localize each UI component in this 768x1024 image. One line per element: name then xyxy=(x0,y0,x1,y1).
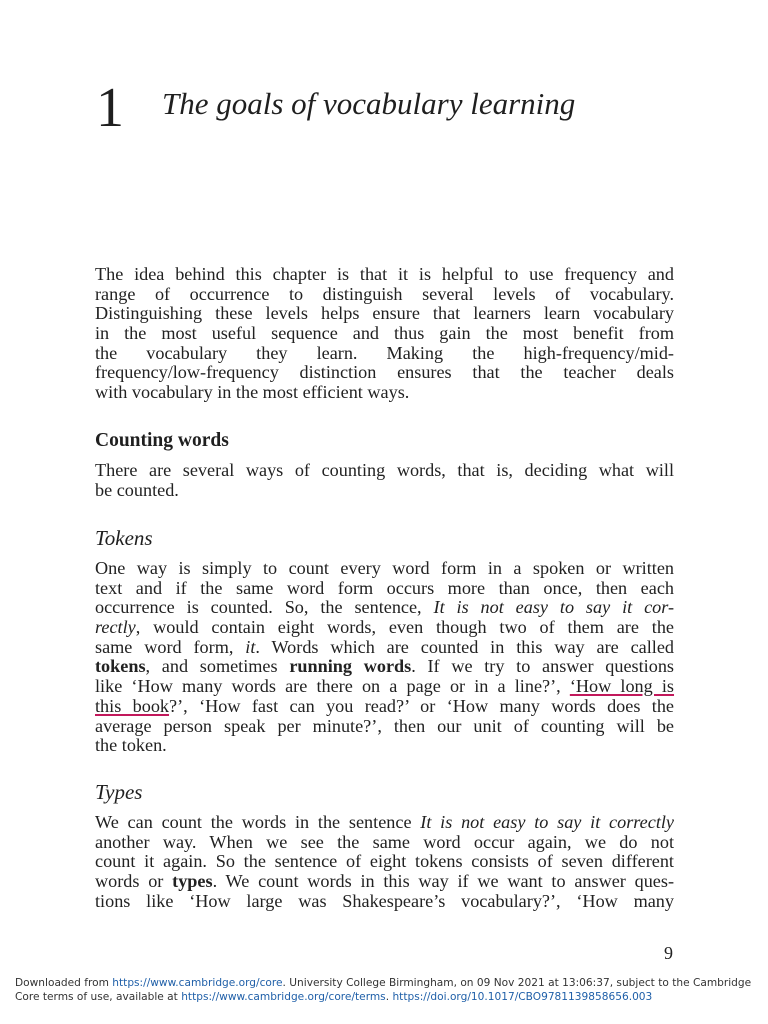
text-line: in the most useful sequence and thus gain the most benefit from xyxy=(95,323,674,344)
subsection-heading-types: Types xyxy=(95,780,143,804)
text-line: One way is simply to count every word form in a spoken or written xyxy=(95,558,674,578)
section-heading-counting-words: Counting words xyxy=(95,430,229,451)
footer-text: Downloaded from xyxy=(15,977,113,989)
footer-text: . University College Birmingham, on 09 Nov 2021 at 13:06:37, subject to the Cambridge xyxy=(282,977,752,989)
footer-line xyxy=(15,976,755,990)
text-line: There are several ways of counting words, that is, deciding what will xyxy=(95,460,674,480)
types-paragraph xyxy=(95,813,674,911)
terms-link[interactable]: https://www.cambridge.org/core/terms xyxy=(181,991,386,1003)
text-line: words or types. We count words in this way if we want to answer ques- xyxy=(95,871,675,892)
footer-line xyxy=(15,990,755,1004)
text-line: same word form, it. Words which are counted in this way are called xyxy=(95,636,674,657)
text-line: tokens, and sometimes running words. If we try to answer questions xyxy=(95,656,674,677)
text-line: The idea behind this chapter is that it is helpful to use frequency and xyxy=(95,264,674,284)
text-line: range of occurrence to distinguish several levels of vocabulary. xyxy=(95,283,674,304)
text-line: the token. xyxy=(95,735,167,756)
intro-paragraph xyxy=(95,265,674,403)
footer-text: Core terms of use, available at xyxy=(15,991,182,1003)
text-line: like ‘How many words are there on a page or in a line?’, ‘How long is xyxy=(95,676,675,697)
page-number: 9 xyxy=(664,943,673,963)
text-line: average person speak per minute?’, then our unit of counting will be xyxy=(95,715,674,736)
doi-link[interactable]: https://doi.org/10.1017/CBO9781139858656.003 xyxy=(392,991,653,1003)
text-line: count it again. So the sentence of eight tokens consists of seven different xyxy=(95,851,674,872)
text-line: text and if the same word form occurs more than once, then each xyxy=(95,577,674,598)
text-line: this book?’, ‘How fast can you read?’ or ‘How many words does the xyxy=(95,695,674,716)
cambridge-core-link[interactable]: https://www.cambridge.org/core xyxy=(112,977,283,989)
subsection-heading-tokens: Tokens xyxy=(95,526,153,550)
text-line: another way. When we see the same word occur again, we do not xyxy=(95,831,674,852)
text-line: Distinguishing these levels helps ensure that learners learn vocabulary xyxy=(95,303,674,324)
tokens-paragraph xyxy=(95,559,674,756)
download-footer xyxy=(15,976,755,1004)
counting-paragraph xyxy=(95,461,674,500)
text-line: tions like ‘How large was Shakespeare’s vocabulary?’, ‘How many xyxy=(95,890,674,911)
chapter-number: 1 xyxy=(96,77,124,139)
highlight-underline: this book xyxy=(95,695,170,716)
chapter-title: The goals of vocabulary learning xyxy=(162,86,576,121)
text-line: be counted. xyxy=(95,479,179,500)
text-line: We can count the words in the sentence It is not easy to say it correctly xyxy=(95,812,675,832)
text-line: occurrence is counted. So, the sentence, It is not easy to say it cor- xyxy=(95,597,675,618)
highlight-underline: ‘How long is xyxy=(569,676,675,697)
text-line: with vocabulary in the most efficient ways. xyxy=(95,382,410,403)
text-line: the vocabulary they learn. Making the high-frequency/mid- xyxy=(95,342,674,363)
text-line: rectly, would contain eight words, even though two of them are the xyxy=(95,617,674,638)
footer-text: . xyxy=(385,991,393,1003)
text-line: frequency/low-frequency distinction ensures that the teacher deals xyxy=(95,362,674,383)
